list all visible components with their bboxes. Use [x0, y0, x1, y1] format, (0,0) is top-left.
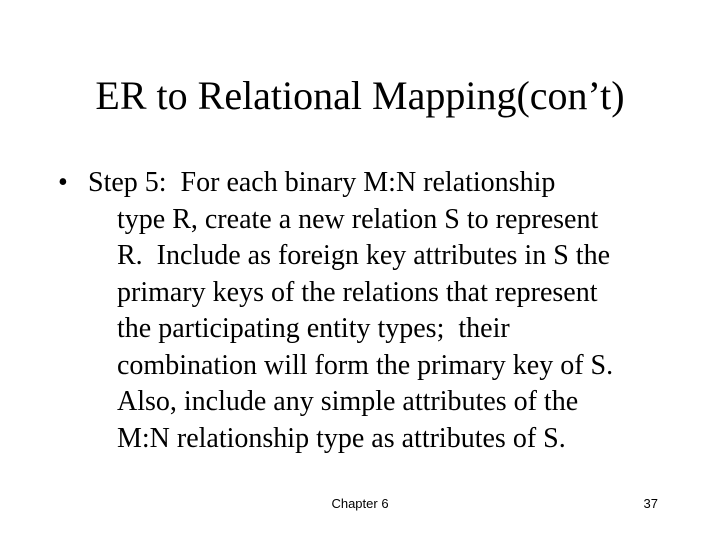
bullet-line: combination will form the primary key of S.	[117, 349, 614, 381]
bullet-line: M:N relationship type as attributes of S.	[117, 422, 566, 454]
bullet-text	[88, 165, 613, 457]
footer-chapter: Chapter 6	[331, 496, 389, 511]
bullet-line: the participating entity types; their	[117, 313, 510, 344]
bullet-line: primary keys of the relations that represent	[117, 276, 598, 308]
bullet-line: type R, create a new relation S to represent	[117, 203, 599, 235]
bullet-marker: •	[58, 167, 68, 198]
bullet-line: Step 5: For each binary M:N relationship	[88, 167, 556, 198]
slide-title: ER to Relational Mapping(con’t)	[95, 73, 625, 118]
bullet-line: Also, include any simple attributes of the	[117, 386, 579, 417]
bullet-line: R. Include as foreign key attributes in S the	[117, 240, 610, 271]
page-number: 37	[643, 496, 658, 511]
